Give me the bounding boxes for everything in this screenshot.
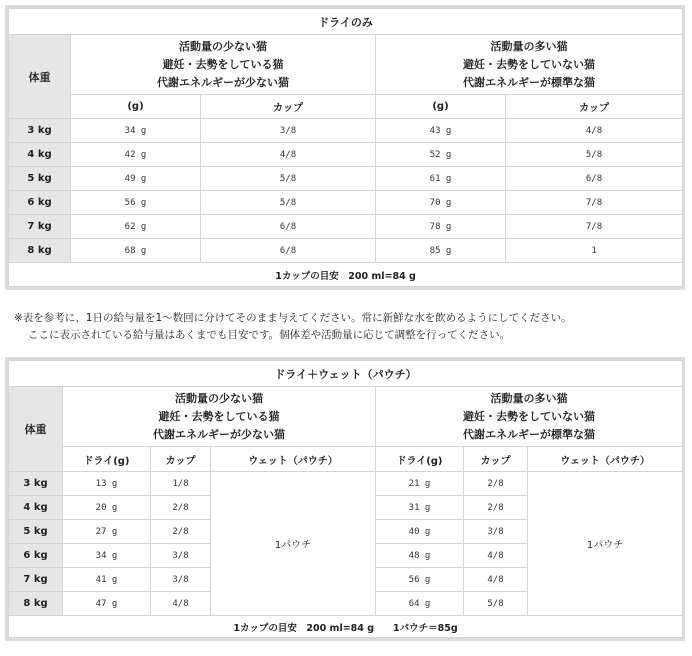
low-activity-header — [71, 35, 376, 95]
grams-cell: 49 g — [71, 167, 201, 191]
grams-cell: 68 g — [71, 239, 201, 263]
weight-cell: 7 kg — [9, 215, 71, 239]
feeding-note — [14, 310, 572, 344]
weight-cell: 6 kg — [9, 544, 63, 568]
cup-cell: 3/8 — [151, 544, 211, 568]
cup-cell: 3/8 — [151, 568, 211, 592]
note-line: ※表を参考に、1日の給与量を1～数回に分けてそのまま与えてください。常に新鮮な水を飲めるようにしてください。 — [14, 312, 572, 324]
unit-cup-header: カップ — [506, 95, 683, 119]
table-row — [9, 215, 683, 239]
cup-cell: 4/8 — [464, 568, 528, 592]
grams-cell: 31 g — [376, 496, 464, 520]
grams-cell: 34 g — [63, 544, 151, 568]
weight-cell: 5 kg — [9, 520, 63, 544]
cup-cell: 2/8 — [464, 496, 528, 520]
table-row — [9, 167, 683, 191]
table-row — [9, 143, 683, 167]
weight-header: 体重 — [9, 35, 71, 119]
high-activity-header — [376, 387, 683, 447]
header-line: 代謝エネルギーが標準な猫 — [463, 75, 596, 89]
note-line: ここに表示されている給与量はあくまでも目安です。個体差や活動量に応じて調整を行ってください。 — [28, 329, 511, 341]
unit-g-header: (g) — [376, 95, 506, 119]
weight-cell: 8 kg — [9, 592, 63, 616]
grams-cell: 13 g — [63, 472, 151, 496]
header-line: 活動量の多い猫 — [490, 39, 568, 53]
header-line: 避妊・去勢をしている猫 — [158, 409, 280, 423]
grams-cell: 52 g — [376, 143, 506, 167]
header-line: 代謝エネルギーが少ない猫 — [153, 427, 285, 441]
weight-cell: 6 kg — [9, 191, 71, 215]
table-title: ドライ＋ウェット（パウチ） — [9, 361, 683, 387]
weight-cell: 3 kg — [9, 119, 71, 143]
high-activity-header — [376, 35, 683, 95]
cup-cell: 3/8 — [464, 520, 528, 544]
grams-cell: 61 g — [376, 167, 506, 191]
dry-g-header: ドライ(g) — [376, 447, 464, 472]
grams-cell: 48 g — [376, 544, 464, 568]
cup-header: カップ — [151, 447, 211, 472]
cup-cell: 4/8 — [506, 119, 683, 143]
grams-cell: 47 g — [63, 592, 151, 616]
table-footer: 1カップの目安 200 ml=84 g — [9, 263, 683, 287]
cup-cell: 6/8 — [506, 167, 683, 191]
header-line: 活動量の多い猫 — [490, 391, 568, 405]
weight-cell: 4 kg — [9, 143, 71, 167]
cup-cell: 7/8 — [506, 191, 683, 215]
weight-cell: 5 kg — [9, 167, 71, 191]
table-row — [9, 239, 683, 263]
grams-cell: 21 g — [376, 472, 464, 496]
header-line: 代謝エネルギーが少ない猫 — [157, 75, 289, 89]
cup-cell: 6/8 — [201, 239, 376, 263]
table-title: ドライのみ — [9, 9, 683, 35]
header-line: 代謝エネルギーが標準な猫 — [463, 427, 596, 441]
unit-cup-header: カップ — [201, 95, 376, 119]
table-row — [9, 191, 683, 215]
weight-cell: 3 kg — [9, 472, 63, 496]
cup-cell: 5/8 — [201, 191, 376, 215]
cup-cell: 5/8 — [201, 167, 376, 191]
cup-cell: 4/8 — [201, 143, 376, 167]
header-line: 活動量の少ない猫 — [179, 39, 267, 53]
grams-cell: 20 g — [63, 496, 151, 520]
cup-header: カップ — [464, 447, 528, 472]
cup-cell: 4/8 — [151, 592, 211, 616]
header-line: 避妊・去勢をしていない猫 — [463, 409, 596, 423]
grams-cell: 56 g — [376, 568, 464, 592]
low-activity-header — [63, 387, 376, 447]
dry-only-table — [8, 8, 683, 287]
header-line: 避妊・去勢をしていない猫 — [463, 57, 596, 71]
grams-cell: 70 g — [376, 191, 506, 215]
grams-cell: 41 g — [63, 568, 151, 592]
wet-pouch-header: ウェット（パウチ） — [528, 447, 683, 472]
unit-g-header: (g) — [71, 95, 201, 119]
weight-cell: 4 kg — [9, 496, 63, 520]
wet-pouch-cell: 1パウチ — [211, 472, 376, 616]
cup-cell: 2/8 — [151, 496, 211, 520]
table-footer: 1カップの目安 200 ml=84 g 1パウチ＝85g — [9, 616, 683, 638]
weight-cell: 7 kg — [9, 568, 63, 592]
grams-cell: 27 g — [63, 520, 151, 544]
dry-wet-table-frame — [5, 357, 685, 641]
cup-cell: 5/8 — [506, 143, 683, 167]
cup-cell: 2/8 — [464, 472, 528, 496]
cup-cell: 1 — [506, 239, 683, 263]
dry-wet-table — [8, 360, 683, 638]
dry-g-header: ドライ(g) — [63, 447, 151, 472]
cup-cell: 6/8 — [201, 215, 376, 239]
grams-cell: 78 g — [376, 215, 506, 239]
grams-cell: 62 g — [71, 215, 201, 239]
header-line: 避妊・去勢をしている猫 — [162, 57, 284, 71]
grams-cell: 64 g — [376, 592, 464, 616]
table-row — [9, 119, 683, 143]
cup-cell: 7/8 — [506, 215, 683, 239]
cup-cell: 3/8 — [201, 119, 376, 143]
weight-header: 体重 — [9, 387, 63, 472]
grams-cell: 43 g — [376, 119, 506, 143]
weight-cell: 8 kg — [9, 239, 71, 263]
cup-cell: 5/8 — [464, 592, 528, 616]
cup-cell: 4/8 — [464, 544, 528, 568]
dry-only-table-frame — [5, 5, 685, 290]
grams-cell: 34 g — [71, 119, 201, 143]
grams-cell: 56 g — [71, 191, 201, 215]
cup-cell: 2/8 — [151, 520, 211, 544]
cup-cell: 1/8 — [151, 472, 211, 496]
header-line: 活動量の少ない猫 — [175, 391, 263, 405]
grams-cell: 85 g — [376, 239, 506, 263]
grams-cell: 42 g — [71, 143, 201, 167]
grams-cell: 40 g — [376, 520, 464, 544]
wet-pouch-header: ウェット（パウチ） — [211, 447, 376, 472]
wet-pouch-cell: 1パウチ — [528, 472, 683, 616]
table-row — [9, 472, 683, 496]
